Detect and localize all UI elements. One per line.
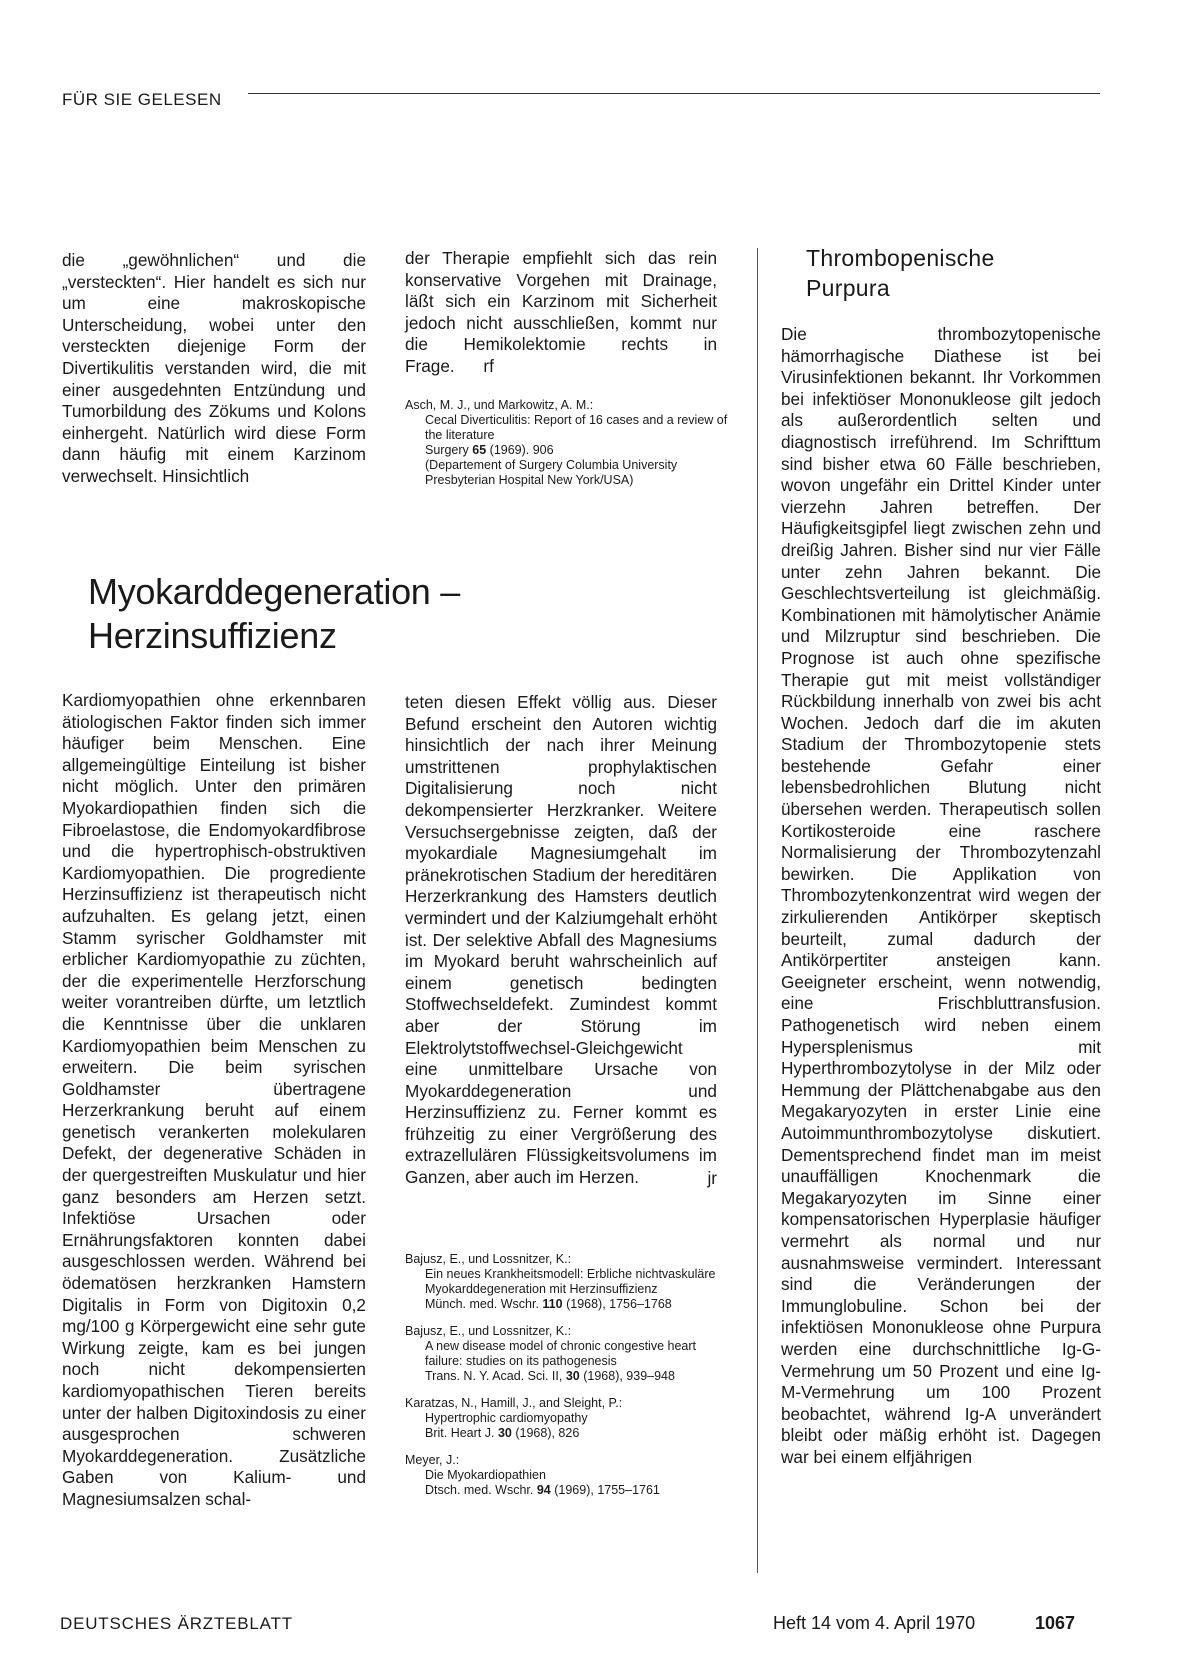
article2-paragraph-1: Kardiomyopathien ohne erkennbaren ätiologischen Faktor finden sich immer häufiger beim Menschen. Eine allgemeingültige Einteilung ist bisher nicht möglich. Unter den primären Myokardiopathien finden sich die Fibroelastose, die Endomyokardfibrose und die hypertrophisch-obstruktiven Kardiomyopathien. Die progrediente Herzinsuffizienz ist therapeutisch nicht aufzuhalten. Es gelang jetzt, einen Stamm syrischer Goldhamster mit erblicher Kardiomyopathie zu züchten, der die experimentelle Herzforschung weiter vorantreiben dürfte, um letztlich die Kenntnisse über die unklaren Kardiomyopathien beim Menschen zu erweitern. Die beim syrischen Goldhamster übertragene Herzerkrankung beruht auf einem genetisch verankerten molekularen Defekt, der degenerative Schäden in der quergestreiften Muskulatur und hier ganz besonders am Herzen setzt. Infektiöse Ursachen oder Ernährungsfaktoren konnten dabei ausgeschlossen werden. Während bei ödematösen herzkranken Hamstern Digitalis in Form von Digitoxin 0,2 mg/100 g Körpergewicht eine sehr gute Wirkung zeigte, kam es bei jungen noch nicht dekompensierten kardiomyopathischen Tieren bereits unter der halben Digitoxindosis zu einer ausgesprochen schweren Myokarddegeneration. Zusätzliche Gaben von Kalium- und Magnesiumsalzen schal-: [62, 690, 366, 1509]
ref-source: Münch. med. Wschr. 110 (1968), 1756–1768: [425, 1297, 672, 1311]
footer-page-number: 1067: [1035, 1613, 1076, 1633]
article1-body-col1: [62, 250, 366, 488]
article2-references: [405, 1252, 730, 1510]
article1-paragraph: die „gewöhnlichen“ und die „versteckten“. Hier handelt es sich nur um eine makroskopische Unterscheidung, wobei unter den versteckten diejenige Form der Divertikulitis verstanden wird, die mit einer ausgedehnten Entzündung und Tumorbildung des Zökums und Kolons einhergeht. Natürlich wird diese Form dann häufig mit einem Karzinom verwechselt. Hinsichtlich: [62, 250, 366, 486]
ref-source: Trans. N. Y. Acad. Sci. II, 30 (1968), 939–948: [425, 1369, 675, 1383]
reference-entry: [405, 1324, 730, 1384]
column-divider: [757, 248, 758, 1573]
article2-sign: jr: [707, 1167, 717, 1188]
article2-title: Myokarddegeneration – Herzinsuffizienz: [88, 571, 460, 656]
reference-entry: [405, 1252, 730, 1312]
article2-body-col1: [62, 690, 366, 1511]
ref-author: Karatzas, N., Hamill, J., and Sleight, P.:: [405, 1396, 623, 1410]
article2-paragraph-2: teten diesen Effekt völlig aus. Dieser Befund erscheint den Autoren wichtig hinsichtlich der nach ihrer Meinung umstrittenen prophylaktischen Digitalisierung noch nicht dekompensierter Herzkranker. Weitere Versuchsergebnisse zeigten, daß der myokardiale Magnesiumgehalt im pränekrotischen Stadium der hereditären Herzerkrankung des Hamsters deutlich vermindert und der Kalziumgehalt erhöht ist. Der selektive Abfall des Magnesiums im Myokard beruht wahrscheinlich auf einem genetisch bedingten Stoffwechseldefekt. Zumindest kommt aber der Störung im Elektrolytstoffwechsel-Gleichgewicht eine unmittelbare Ursache von Myokarddegeneration und Herzinsuffizienz zu. Ferner kommt es frühzeitig zu einer Vergrößerung des extrazellulären Flüssigkeitsvolumens im Ganzen, aber auch im Herzen.: [405, 692, 717, 1188]
reference-entry: [405, 1453, 730, 1498]
article1-paragraph-2: der Therapie empfiehlt sich das rein konservative Vorgehen mit Drainage, läßt sich ein Karzinom mit Sicherheit jedoch nicht ausschließen, kommt nur die Hemikolektomie rechts in Frage. rf: [405, 248, 717, 376]
header-rule: [248, 93, 1100, 94]
ref-affiliation: (Departement of Surgery Columbia University Presbyterian Hospital New York/USA): [425, 458, 678, 487]
section-label: FÜR SIE GELESEN: [62, 90, 222, 109]
ref-source: Brit. Heart J. 30 (1968), 826: [425, 1426, 580, 1440]
ref-title: Die Myokardiopathien: [425, 1468, 546, 1482]
ref-title: A new disease model of chronic congestive heart failure: studies on its pathogenesis: [425, 1339, 696, 1368]
article2-body-col2: [405, 692, 717, 1189]
ref-author: Bajusz, E., und Lossnitzer, K.:: [405, 1324, 572, 1338]
reference-entry: [405, 1396, 730, 1441]
ref-source: Dtsch. med. Wschr. 94 (1969), 1755–1761: [425, 1483, 660, 1497]
article3-paragraph: Die thrombozytopenische hämorrhagische Diathese ist bei Virusinfektionen bekannt. Ihr Vorkommen bei infektiöser Mononukleose gilt jedoch als außerordentlich selten und diagnostisch irreführend. Im Schrifttum sind bisher etwa 60 Fälle beschrieben, wovon ungefähr ein Drittel Kinder unter vierzehn Jahren betreffen. Der Häufigkeitsgipfel liegt zwischen zehn und dreißig Jahren. Bisher sind nur vier Fälle unter zehn Jahren bekannt. Die Geschlechtsverteilung ist gleichmäßig. Kombinationen mit hämolytischer Anämie und Milzruptur sind beschrieben. Die Prognose ist auch ohne spezifische Therapie gut mit meist vollständiger Rückbildung innerhalb von zwei bis acht Wochen. Jedoch darf die im akuten Stadium der Thrombozytopenie stets bestehende Gefahr einer lebensbedrohlichen Blutung nicht übersehen werden. Therapeutisch sollen Kortikosteroide eine raschere Normalisierung der Thrombozytenzahl bewirken. Die Applikation von Thrombozytenkonzentrat wird wegen der zirkulierenden Antikörper skeptisch beurteilt, zumal dadurch der Antikörpertiter ansteigen kann. Geeigneter erscheint, wenn notwendig, eine Frischbluttransfusion. Pathogenetisch wird neben einem Hypersplenismus mit Hyperthrombozytolyse in der Milz oder Hemmung der Plättchenabgabe aus den Megakaryozyten in erster Linie eine Autoimmunthrombozytolyse diskutiert. Dementsprechend findet man im meist unauffälligen Knochenmark die Megakaryozyten im Sinne einer kompensatorischen Hyperplasie häufiger vermehrt als normal und nur ausnahmsweise vermindert. Interessant sind die Veränderungen der Immunglobuline. Schon bei der infektiösen Mononukleose ohne Purpura werden eine durchschnittliche Ig-G-Vermehrung um 50 Prozent und eine Ig-M-Vermehrung um 100 Prozent beobachtet, während Ig-A unverändert bleibt oder mäßig erhöht ist. Dagegen war bei einem elfjährigen: [781, 324, 1101, 1467]
ref-title: Hypertrophic cardiomyopathy: [425, 1411, 588, 1425]
ref-source: Surgery 65 (1969). 906: [425, 443, 554, 457]
article1-sign: rf: [483, 355, 494, 376]
footer-issue: Heft 14 vom 4. April 1970: [773, 1613, 976, 1633]
footer-publication: DEUTSCHES ÄRZTEBLATT: [60, 1614, 293, 1633]
article3-body: [781, 324, 1101, 1468]
ref-author: Asch, M. J., und Markowitz, A. M.:: [405, 398, 594, 412]
ref-title: Ein neues Krankheitsmodell: Erbliche nichtvaskuläre Myokarddegeneration mit Herzinsuffizienz: [425, 1267, 716, 1296]
article3-title: Thrombopenische Purpura: [806, 245, 995, 301]
article1-reference: [405, 398, 730, 488]
article1-body-col2: [405, 248, 717, 378]
ref-title: Cecal Diverticulitis: Report of 16 cases and a review of the literature: [425, 413, 728, 442]
ref-author: Meyer, J.:: [405, 1453, 460, 1467]
ref-author: Bajusz, E., und Lossnitzer, K.:: [405, 1252, 572, 1266]
